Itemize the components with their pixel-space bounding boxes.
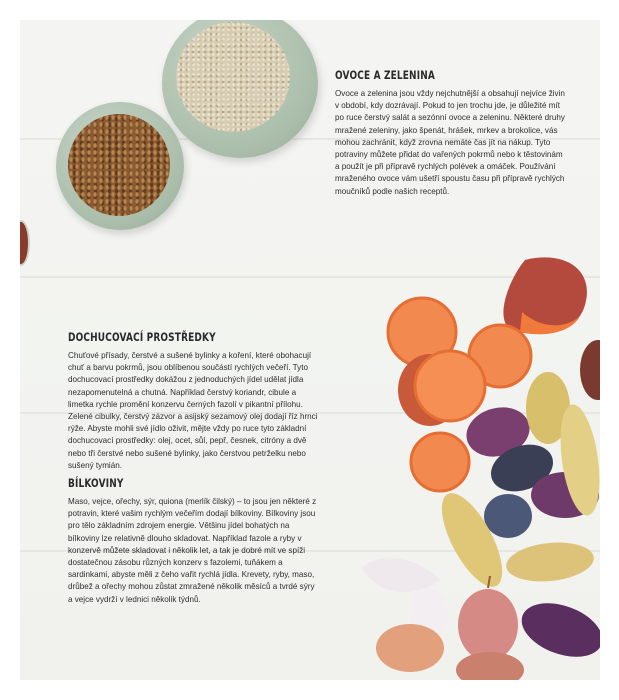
section-text: Maso, vejce, ořechy, sýr, quiona (merlík čilský) – to jsou jen některé z potravin, které vašim rychlým večeřím dodají bílkoviny. Bílkoviny jsou pro tělo základním zdrojem energie. Většinu jídel bohatých na bílkoviny lze relativně dlouho skladovat. Například fazole a ryby v konzervě můžete skladovat i několik let, a tak je dobré mít ve spíži dostatečnou zásobu různých konzerv s fazolemi, tuňákem a sardinkami, abyste měli z čeho vařit rychlá jídla. Krevety, ryby, maso, drůbež a ořechy mohou zůstat zmražené několik měsíců a tvrdé sýry a vejce vydrží v lednici několik týdnů. bbox=[68, 497, 317, 604]
section-text: Ovoce a zelenina jsou vždy nejchutnější a obsahují nejvíce živin v období, kdy dozrávají. Pokud to jen trochu jde, je důležité mít po ruce čerstvý salát a sezónní ovoce a zeleninu. Některé druhy mražené zeleniny, jako špenát, hrášek, mrkev a brokolice, vás mohou zachránit, když zrovna nemáte čas jít na nákup. Tyto potraviny můžete přidat do vařených pokrmů nebo k těstovinám a použít je při přípravě rychlých polévek a omáček. Používání mraženého ovoce vám ušetří spoustu času při přípravě rychlých moučníků podle našich receptů. bbox=[335, 89, 565, 196]
section-fruit-vegetables bbox=[335, 68, 567, 198]
section-title: BÍLKOVINY bbox=[68, 476, 124, 490]
quinoa-grain bbox=[176, 22, 290, 132]
section-title: OVOCE A ZELENINA bbox=[335, 68, 435, 82]
grain-bowls-photo bbox=[20, 20, 330, 280]
recipe-book-page bbox=[20, 20, 600, 680]
section-title: DOCHUCOVACÍ PROSTŘEDKY bbox=[68, 330, 216, 344]
section-text: Chuťové přísady, čerstvé a sušené bylinky a koření, které obohacují chuť a barvu pokrmů, jsou oblíbenou součástí rychlých večeří. Tyto dochucovací prostředky dokážou z jednoduchých jídel udělat jídla nezapomenutelná a chutná. Například čerstvý koriandr, cibule a limetka rychle promění konzervu černých fazolí v pikantní přílohu. Zelené cibulky, čerstvý zázvor a asijský sezamový olej dodají říz hrnci rýže. Abyste mohli své jídlo oživit, mějte vždy po ruce tyto základní dochucovací prostředky: olej, ocet, sůl, pepř, česnek, citróny a dvě nebo tři čerstvé nebo sušené bylinky, jako čerstvou petrželku nebo sušený tymián. bbox=[68, 351, 318, 470]
vegetables-photo bbox=[340, 250, 600, 680]
partial-bowl-edge bbox=[20, 220, 30, 266]
quinoa-bowl bbox=[162, 20, 318, 158]
wheat-grain bbox=[68, 114, 170, 216]
sweet-potato-whole bbox=[503, 257, 587, 334]
section-protein bbox=[68, 476, 320, 606]
wheat-bowl bbox=[56, 102, 184, 230]
section-seasoning bbox=[68, 330, 320, 472]
